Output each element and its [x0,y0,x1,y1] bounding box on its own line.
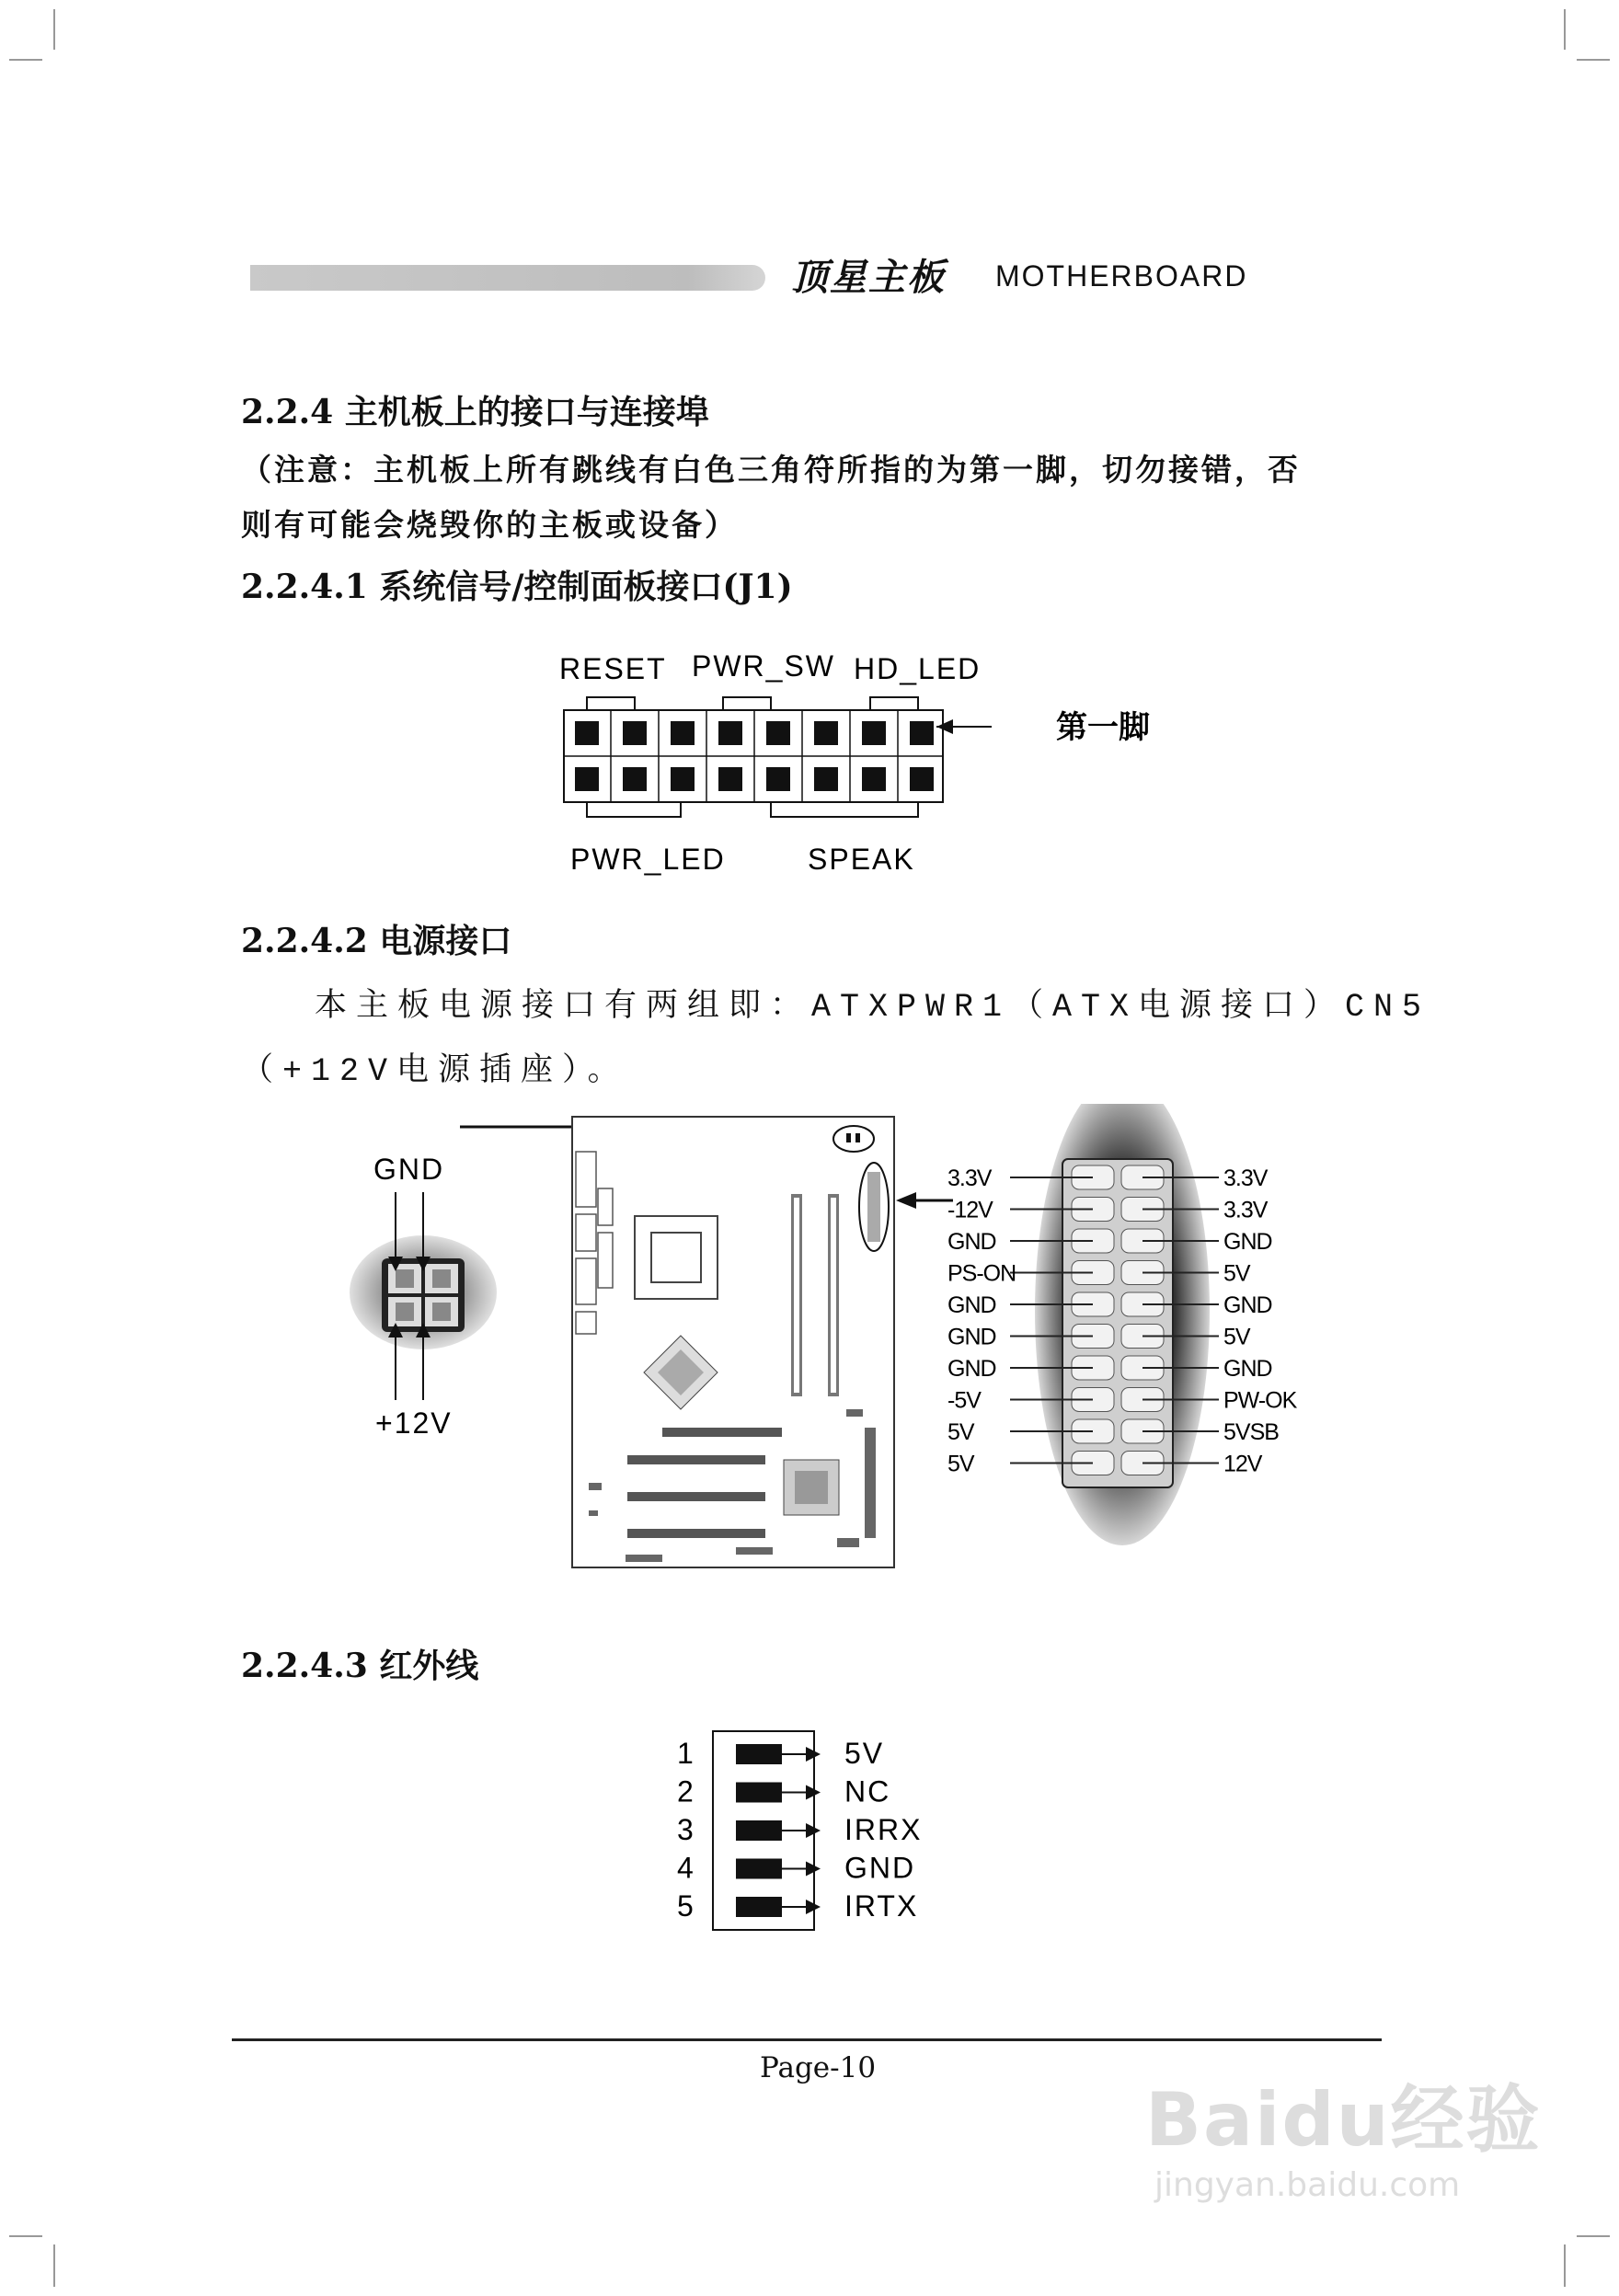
ir-header-diagram [672,1720,947,1950]
crop-mark [53,9,55,50]
ir-pin-signal: GND [844,1851,916,1885]
atx-connector-diagram [938,1104,1306,1545]
brand-subtitle: MOTHERBOARD [995,259,1248,293]
ir-pin-number: 1 [677,1737,695,1770]
atx-right-pin-label: 5V [1223,1324,1250,1350]
crop-mark [1564,2244,1566,2287]
ir-pin-signal: 5V [844,1737,885,1770]
cn5-gnd-label: GND [373,1153,445,1186]
j1-pin [718,767,742,791]
ir-pin-number: 2 [677,1774,695,1808]
ir-pin [736,1744,782,1764]
label-hd-led: HD_LED [854,652,982,685]
section-224-note-line2: 则有可能会烧毁你的主板或设备） [241,507,738,543]
section-2241-title: 2.2.4.1 系统信号/控制面板接口(J1) [241,568,793,606]
watermark-brand: Baidu经验 [1145,2077,1542,2163]
atx-left-pin-label: 5V [947,1451,974,1477]
j1-header-diagram [552,644,1196,883]
j1-pin [862,767,886,791]
j1-top-brackets [587,697,918,710]
j1-pin [766,721,790,745]
section-2243-title: 2.2.4.3 红外线 [241,1647,479,1685]
atx-left-pin-label: GND [947,1292,996,1318]
ir-pin-signal: NC [844,1774,891,1808]
header-bar [250,265,765,291]
ir-pin [736,1897,782,1917]
ir-pin-signal: IRTX [844,1889,919,1923]
j1-pin [814,767,838,791]
footer-rule [232,2038,1382,2041]
atx-left-pin-label: 3.3V [947,1165,992,1191]
crop-mark [1577,59,1610,61]
crop-mark [1564,9,1566,50]
atx-right-pin-label: 3.3V [1223,1197,1268,1223]
j1-pin [766,767,790,791]
j1-pin [575,767,599,791]
atx-left-pin-label: -12V [947,1197,993,1223]
atx-left-pin-label: GND [947,1356,996,1382]
atx-right-pin-label: 5V [1223,1260,1250,1287]
j1-pin [718,721,742,745]
section-2242-para-line1: 本主板电源接口有两组即：ATXPWR1（ATX电源接口）CN5 [315,989,1431,1026]
ir-pin [736,1820,782,1841]
label-pwr-sw: PWR_SW [692,649,835,683]
j1-pin [910,767,934,791]
cn5-connector [340,1141,497,1444]
pin1-label: 第一脚 [1056,709,1150,746]
watermark [1145,2061,1542,2204]
ir-pin [736,1859,782,1879]
atx-right-pin-label: 12V [1223,1451,1262,1477]
crop-mark [9,2235,42,2237]
atx-left-pin-label: GND [947,1229,996,1255]
crop-mark [1577,2235,1610,2237]
atx-left-pin-label: GND [947,1324,996,1350]
atx-right-pin-label: GND [1223,1356,1272,1382]
j1-bottom-brackets [587,802,918,817]
j1-pin [623,767,647,791]
atx-left-pin-label: 5V [947,1419,974,1445]
crop-mark [9,59,42,61]
cn5-12v-label: +12V [375,1406,453,1440]
section-2242-para-line2: （+12V电源插座）。 [241,1053,629,1090]
section-2242-title: 2.2.4.2 电源接口 [241,922,512,960]
watermark-url: jingyan.baidu.com [1154,2166,1461,2204]
j1-pin [862,721,886,745]
j1-pin [910,721,934,745]
page-number: Page-10 [760,2051,877,2084]
j1-pin [671,767,695,791]
section-224-title: 2.2.4 主机板上的接口与连接埠 [241,393,709,431]
j1-pin [623,721,647,745]
atx-right-pin-label: 3.3V [1223,1165,1268,1191]
ir-pin-number: 3 [677,1813,695,1846]
ir-pin-number: 5 [677,1889,695,1923]
atx-left-pin-label: PS-ON [947,1260,1016,1287]
atx-right-pin-label: GND [1223,1229,1272,1255]
motherboard-layout-diagram [570,1115,901,1575]
ir-pin-signal: IRRX [844,1813,923,1846]
j1-pin [671,721,695,745]
atx-right-pin-label: PW-OK [1223,1387,1297,1414]
ir-pin [736,1783,782,1803]
label-speak: SPEAK [808,843,915,876]
crop-mark [53,2244,55,2287]
label-reset: RESET [559,652,667,685]
j1-pin [575,721,599,745]
label-pwr-led: PWR_LED [570,843,726,876]
brand-logo-text: 顶星主板 [791,257,946,299]
section-224-note-line1: （注意：主机板上所有跳线有白色三角符所指的为第一脚，切勿接错，否 [241,452,1301,488]
j1-pin [814,721,838,745]
atx-right-pin-label: GND [1223,1292,1272,1318]
atx-left-pin-label: -5V [947,1387,981,1414]
ir-pin-number: 4 [677,1851,695,1885]
atx-right-pin-label: 5VSB [1223,1419,1279,1445]
